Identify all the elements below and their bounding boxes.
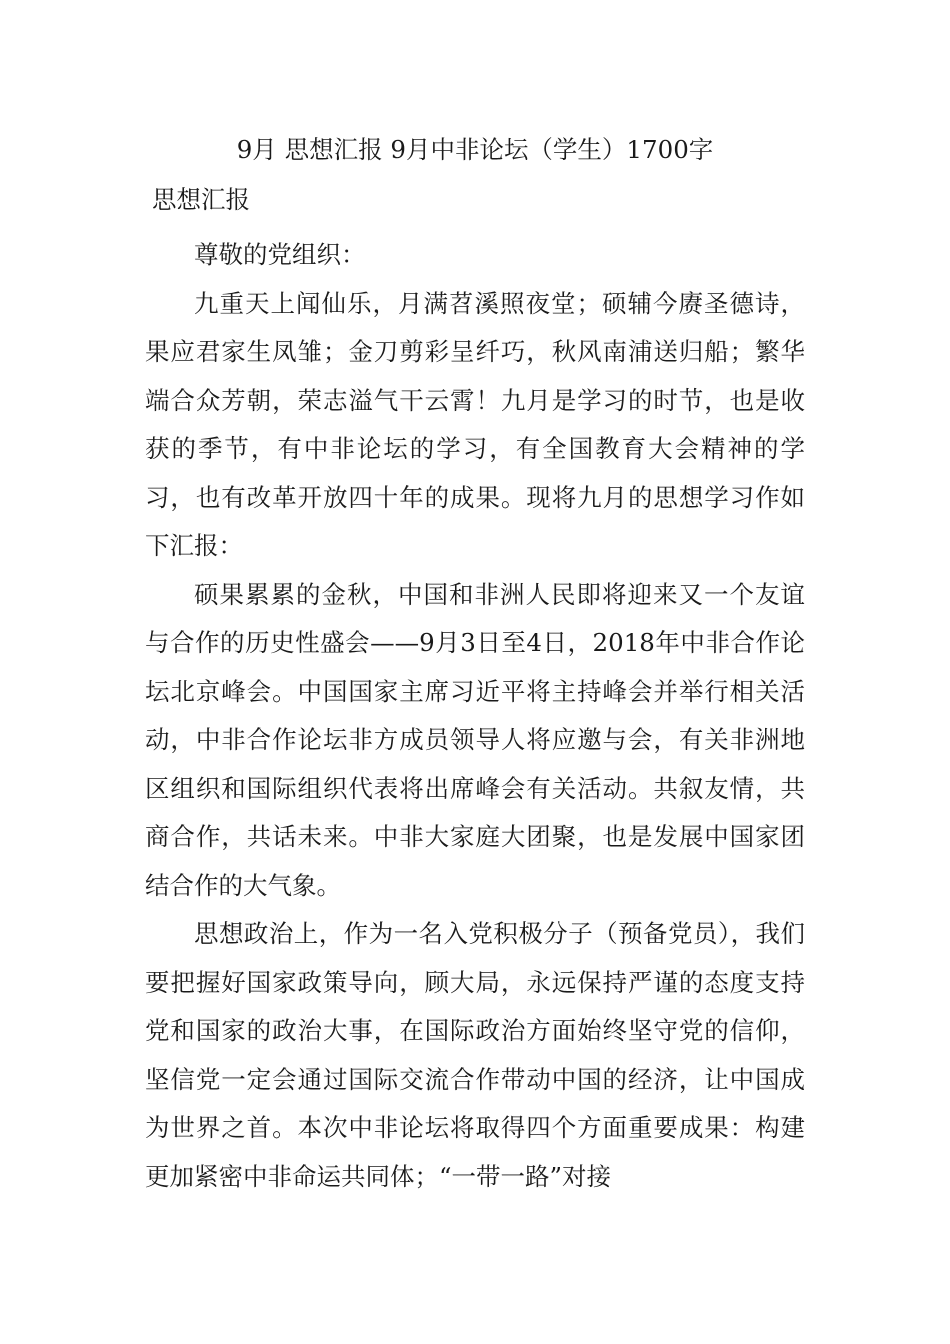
greeting: 尊敬的党组织：	[194, 240, 366, 269]
paragraph: 思想政治上，作为一名入党积极分子（预备党员），我们要把握好国家政策导向，顾大局，永远保持严谨的态度支持党和国家的政治大事，在国际政治方面始终坚守党的信仰，坚信党一定会通过国际交流合作带动中国的经济，让中国成为世界之首。本次中非论坛将取得四个方面重要成果：构建更加紧密中非命运共同体；“一带一路”对接	[145, 919, 805, 1191]
document-body	[145, 231, 805, 1201]
paragraph: 硕果累累的金秋，中国和非洲人民即将迎来又一个友谊与合作的历史性盛会——9月3日至4日，2018年中非合作论坛北京峰会。中国国家主席习近平将主持峰会并举行相关活动，中非合作论坛非方成员领导人将应邀与会，有关非洲地区组织和国际组织代表将出席峰会有关活动。共叙友情，共商合作，共话未来。中非大家庭大团聚，也是发展中国家团结合作的大气象。	[145, 579, 805, 900]
paragraph: 九重天上闻仙乐，月满苕溪照夜堂；硕辅今赓圣德诗，果应君家生凤雏；金刀剪彩呈纤巧，秋风南浦送归船；繁华端合众芳朝，荣志溢气干云霄！九月是学习的时节，也是收获的季节，有中非论坛的学习，有全国教育大会精神的学习，也有改革开放四十年的成果。现将九月的思想学习作如下汇报：	[145, 288, 805, 560]
document-subtitle: 思想汇报	[152, 185, 250, 214]
document-title: 9月 思想汇报 9月中非论坛（学生）1700字	[236, 135, 714, 164]
